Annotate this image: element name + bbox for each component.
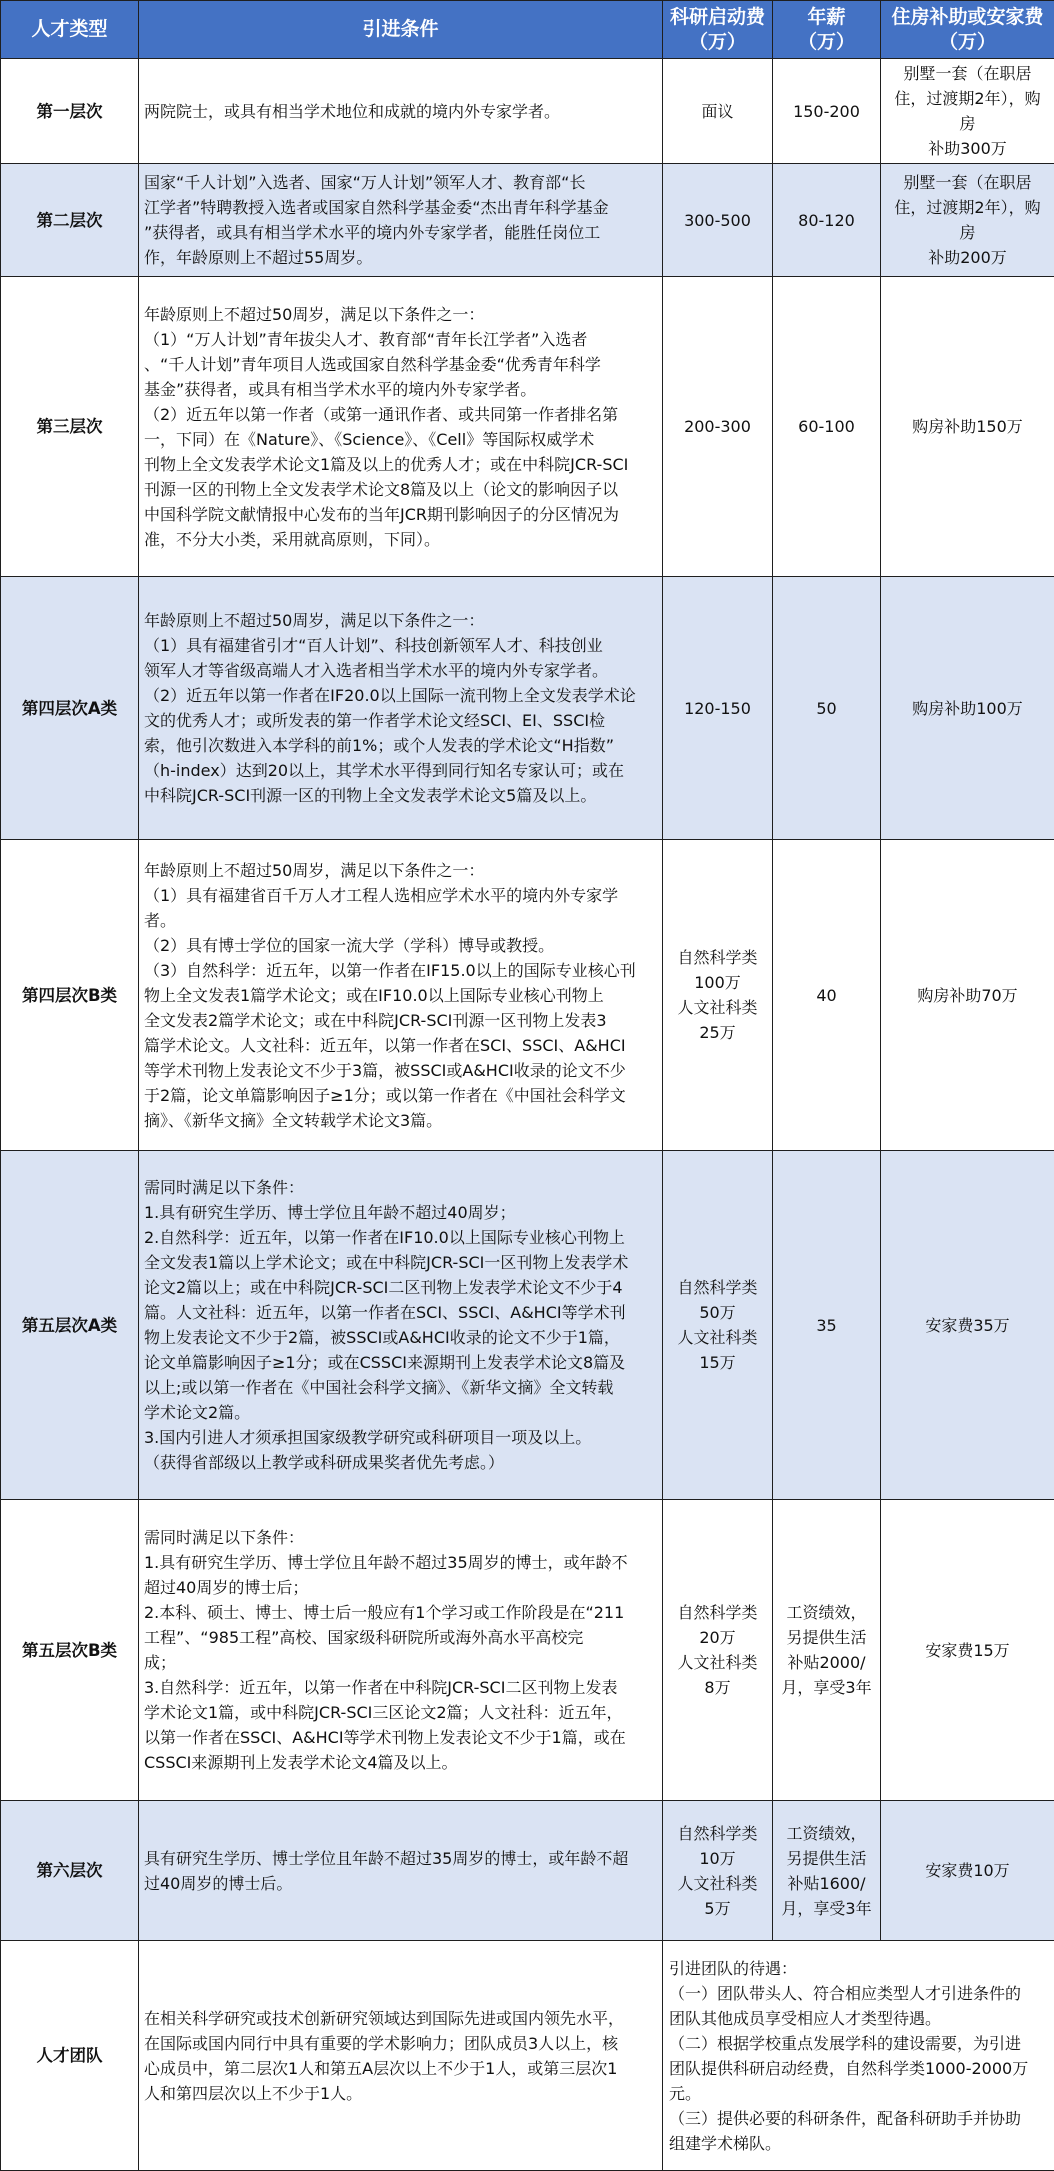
header-condition: 引进条件 [139, 1, 663, 59]
housing-line: 安家费10万 [887, 1858, 1048, 1883]
header-salary-line: 年薪 [777, 5, 876, 30]
condition-line: CSSCI来源期刊上发表学术论文4篇及以上。 [144, 1750, 656, 1775]
condition-line: 3.自然科学：近五年，以第一作者在中科院JCR-SCI二区刊物上发表 [144, 1675, 656, 1700]
table-row [1, 164, 1054, 277]
team-condition-line: 人和第四层次以上不少于1人。 [144, 2081, 656, 2106]
condition-line: ”获得者，或具有相当学术水平的境内外专家学者，能胜任岗位工 [144, 220, 656, 245]
housing-line: 安家费35万 [887, 1313, 1048, 1338]
team-benefit-line: （三）提供必要的科研条件，配备科研助手并协助 [669, 2106, 1048, 2131]
research-fund-line: 200-300 [669, 414, 766, 439]
condition-line: （获得省部级以上教学或科研成果奖者优先考虑。） [144, 1450, 656, 1475]
housing-line: 安家费15万 [887, 1638, 1048, 1663]
salary-line: 60-100 [779, 414, 874, 439]
condition-line: 学术论文1篇，或中科院JCR-SCI三区论文2篇；人文社科：近五年， [144, 1700, 656, 1725]
header-salary-unit: （万） [777, 30, 876, 55]
research-fund-line: 8万 [669, 1675, 766, 1700]
salary-cell [773, 577, 881, 840]
table-row [1, 1500, 1054, 1801]
condition-line: 2.自然科学：近五年，以第一作者在IF10.0以上国际专业核心刊物上 [144, 1225, 656, 1250]
condition-cell [139, 840, 663, 1151]
condition-line: 物上全文发表1篇学术论文；或在IF10.0以上国际专业核心刊物上 [144, 983, 656, 1008]
condition-line: 2.本科、硕士、博士、博士后一般应有1个学习或工作阶段是在“211 [144, 1600, 656, 1625]
salary-cell [773, 59, 881, 164]
team-condition-cell [139, 1941, 663, 2171]
research-fund-line: 100万 [669, 970, 766, 995]
research-fund-line: 50万 [669, 1300, 766, 1325]
condition-line: （1）具有福建省百千万人才工程人选相应学术水平的境内外专家学 [144, 883, 656, 908]
condition-line: 论文2篇以上；或在中科院JCR-SCI二区刊物上发表学术论文不少于4 [144, 1275, 656, 1300]
condition-line: 1.具有研究生学历、博士学位且年龄不超过35周岁的博士，或年龄不 [144, 1550, 656, 1575]
talent-type-cell: 第三层次 [1, 277, 139, 577]
housing-cell [881, 1500, 1054, 1801]
salary-line: 月，享受3年 [779, 1675, 874, 1700]
research-fund-line: 人文社科类 [669, 995, 766, 1020]
housing-cell [881, 277, 1054, 577]
salary-line: 工资绩效， [779, 1600, 874, 1625]
condition-line: 、“千人计划”青年项目人选或国家自然科学基金委“优秀青年科学 [144, 352, 656, 377]
research-fund-cell [663, 577, 773, 840]
talent-type-cell: 第四层次A类 [1, 577, 139, 840]
research-fund-line: 自然科学类 [669, 945, 766, 970]
header-housing-line: 住房补助或安家费 [885, 5, 1050, 30]
table-row [1, 277, 1054, 577]
research-fund-cell [663, 840, 773, 1151]
condition-line: 超过40周岁的博士后； [144, 1575, 656, 1600]
condition-line: 篇。人文社科：近五年，以第一作者在SCI、SSCI、A&HCI等学术刊 [144, 1300, 656, 1325]
team-type-cell: 人才团队 [1, 1941, 139, 2171]
header-housing-unit: （万） [885, 30, 1050, 55]
condition-line: 于2篇，论文单篇影响因子≥1分；或以第一作者在《中国社会科学文 [144, 1083, 656, 1108]
condition-line: 工程”、“985工程”高校、国家级科研院所或海外高水平高校完 [144, 1625, 656, 1650]
research-fund-line: 自然科学类 [669, 1821, 766, 1846]
condition-line: 篇学术论文。人文社科：近五年，以第一作者在SCI、SSCI、A&HCI [144, 1033, 656, 1058]
condition-cell [139, 1151, 663, 1500]
condition-line: 一，下同）在《Nature》、《Science》、《Cell》等国际权威学术 [144, 427, 656, 452]
condition-line: 摘》、《新华文摘》全文转载学术论文3篇。 [144, 1108, 656, 1133]
talent-type-cell: 第五层次B类 [1, 1500, 139, 1801]
salary-line: 80-120 [779, 208, 874, 233]
condition-line: 全文发表1篇以上学术论文；或在中科院JCR-SCI一区刊物上发表学术 [144, 1250, 656, 1275]
research-fund-line: 5万 [669, 1896, 766, 1921]
header-housing [881, 1, 1054, 59]
table-body [1, 59, 1054, 2171]
header-research-fund-line: 科研启动费 [667, 5, 768, 30]
header-type: 人才类型 [1, 1, 139, 59]
condition-line: 需同时满足以下条件： [144, 1525, 656, 1550]
housing-cell [881, 577, 1054, 840]
condition-line: （h-index）达到20以上，其学术水平得到同行知名专家认可；或在 [144, 758, 656, 783]
research-fund-line: 自然科学类 [669, 1275, 766, 1300]
research-fund-cell [663, 277, 773, 577]
research-fund-line: 120-150 [669, 696, 766, 721]
table-row [1, 840, 1054, 1151]
header-research-fund-unit: （万） [667, 30, 768, 55]
research-fund-cell [663, 1151, 773, 1500]
condition-line: （2）具有博士学位的国家一流大学（学科）博导或教授。 [144, 933, 656, 958]
housing-line: 住，过渡期2年），购房 [887, 86, 1048, 136]
team-benefit-line: （二）根据学校重点发展学科的建设需要，为引进 [669, 2031, 1048, 2056]
condition-line: 物上发表论文不少于2篇，被SSCI或A&HCI收录的论文不少于1篇， [144, 1325, 656, 1350]
table-row [1, 59, 1054, 164]
salary-line: 50 [779, 696, 874, 721]
condition-line: 领军人才等省级高端人才入选者相当学术水平的境内外专家学者。 [144, 658, 656, 683]
research-fund-line: 25万 [669, 1020, 766, 1045]
research-fund-line: 10万 [669, 1846, 766, 1871]
condition-cell [139, 577, 663, 840]
housing-line: 购房补助100万 [887, 696, 1048, 721]
team-benefit-line: 组建学术梯队。 [669, 2131, 1048, 2156]
salary-line: 150-200 [779, 99, 874, 124]
salary-cell [773, 277, 881, 577]
condition-line: 需同时满足以下条件： [144, 1175, 656, 1200]
housing-line: 补助300万 [887, 136, 1048, 161]
condition-line: 作，年龄原则上不超过55周岁。 [144, 245, 656, 270]
condition-line: 3.国内引进人才须承担国家级教学研究或科研项目一项及以上。 [144, 1425, 656, 1450]
research-fund-line: 人文社科类 [669, 1871, 766, 1896]
salary-line: 工资绩效， [779, 1821, 874, 1846]
research-fund-line: 15万 [669, 1350, 766, 1375]
condition-line: 中科院JCR-SCI刊源一区的刊物上全文发表学术论文5篇及以上。 [144, 783, 656, 808]
table-row [1, 577, 1054, 840]
condition-line: 学术论文2篇。 [144, 1400, 656, 1425]
housing-cell [881, 164, 1054, 277]
condition-line: （1）“万人计划”青年拔尖人才、教育部“青年长江学者”入选者 [144, 327, 656, 352]
condition-line: 文的优秀人才；或所发表的第一作者学术论文经SCI、EI、SSCI检 [144, 708, 656, 733]
research-fund-line: 300-500 [669, 208, 766, 233]
housing-line: 购房补助70万 [887, 983, 1048, 1008]
team-benefit-line: 团队其他成员享受相应人才类型待遇。 [669, 2006, 1048, 2031]
salary-line: 补贴1600/ [779, 1871, 874, 1896]
condition-line: 年龄原则上不超过50周岁，满足以下条件之一： [144, 608, 656, 633]
research-fund-cell [663, 164, 773, 277]
housing-line: 补助200万 [887, 245, 1048, 270]
condition-cell [139, 1500, 663, 1801]
condition-line: 者。 [144, 908, 656, 933]
research-fund-line: 自然科学类 [669, 1600, 766, 1625]
condition-line: （3）自然科学：近五年，以第一作者在IF15.0以上的国际专业核心刊 [144, 958, 656, 983]
condition-line: 国家“千人计划”入选者、国家“万人计划”领军人才、教育部“长 [144, 170, 656, 195]
condition-line: 刊源一区的刊物上全文发表学术论文8篇及以上（论文的影响因子以 [144, 477, 656, 502]
salary-line: 35 [779, 1313, 874, 1338]
team-row [1, 1941, 1054, 2171]
research-fund-cell [663, 1500, 773, 1801]
condition-line: 基金”获得者，或具有相当学术水平的境内外专家学者。 [144, 377, 656, 402]
condition-cell [139, 277, 663, 577]
salary-cell [773, 1801, 881, 1941]
salary-cell [773, 164, 881, 277]
header-row [1, 1, 1054, 59]
table-row [1, 1801, 1054, 1941]
talent-type-cell: 第四层次B类 [1, 840, 139, 1151]
housing-line: 购房补助150万 [887, 414, 1048, 439]
housing-cell [881, 1801, 1054, 1941]
condition-line: 两院院士，或具有相当学术地位和成就的境内外专家学者。 [144, 99, 656, 124]
salary-cell [773, 1151, 881, 1500]
research-fund-line: 人文社科类 [669, 1650, 766, 1675]
condition-line: 全文发表2篇学术论文；或在中科院JCR-SCI刊源一区刊物上发表3 [144, 1008, 656, 1033]
condition-line: 刊物上全文发表学术论文1篇及以上的优秀人才；或在中科院JCR-SCI [144, 452, 656, 477]
condition-line: 具有研究生学历、博士学位且年龄不超过35周岁的博士，或年龄不超 [144, 1846, 656, 1871]
team-condition-line: 心成员中，第二层次1人和第五A层次以上不少于1人，或第三层次1 [144, 2056, 656, 2081]
research-fund-line: 面议 [669, 99, 766, 124]
housing-cell [881, 840, 1054, 1151]
condition-line: 年龄原则上不超过50周岁，满足以下条件之一： [144, 302, 656, 327]
research-fund-line: 人文社科类 [669, 1325, 766, 1350]
team-benefit-line: （一）团队带头人、符合相应类型人才引进条件的 [669, 1981, 1048, 2006]
talent-type-cell: 第二层次 [1, 164, 139, 277]
condition-cell [139, 164, 663, 277]
housing-cell [881, 1151, 1054, 1500]
team-benefit-cell [663, 1941, 1054, 2171]
salary-line: 月，享受3年 [779, 1896, 874, 1921]
salary-line: 另提供生活 [779, 1846, 874, 1871]
talent-type-cell: 第六层次 [1, 1801, 139, 1941]
condition-line: （2）近五年以第一作者（或第一通讯作者、或共同第一作者排名第 [144, 402, 656, 427]
condition-line: 成； [144, 1650, 656, 1675]
research-fund-line: 20万 [669, 1625, 766, 1650]
condition-line: 准，不分大小类，采用就高原则，下同）。 [144, 527, 656, 552]
condition-line: 等学术刊物上发表论文不少于3篇，被SSCI或A&HCI收录的论文不少 [144, 1058, 656, 1083]
header-salary [773, 1, 881, 59]
talent-type-cell: 第一层次 [1, 59, 139, 164]
table-row [1, 1151, 1054, 1500]
research-fund-cell [663, 59, 773, 164]
header-research-fund [663, 1, 773, 59]
condition-cell [139, 59, 663, 164]
housing-line: 住，过渡期2年），购房 [887, 195, 1048, 245]
salary-line: 40 [779, 983, 874, 1008]
condition-line: 论文单篇影响因子≥1分；或在CSSCI来源期刊上发表学术论文8篇及 [144, 1350, 656, 1375]
salary-line: 另提供生活 [779, 1625, 874, 1650]
salary-cell [773, 1500, 881, 1801]
condition-line: （2）近五年以第一作者在IF20.0以上国际一流刊物上全文发表学术论 [144, 683, 656, 708]
condition-line: （1）具有福建省引才“百人计划”、科技创新领军人才、科技创业 [144, 633, 656, 658]
housing-line: 别墅一套（在职居 [887, 61, 1048, 86]
condition-line: 1.具有研究生学历、博士学位且年龄不超过40周岁； [144, 1200, 656, 1225]
condition-line: 中国科学院文献情报中心发布的当年JCR期刊影响因子的分区情况为 [144, 502, 656, 527]
team-benefit-line: 团队提供科研启动经费，自然科学类1000-2000万 [669, 2056, 1048, 2081]
condition-line: 索，他引次数进入本学科的前1%；或个人发表的学术论文“H指数” [144, 733, 656, 758]
team-condition-line: 在相关科学研究或技术创新研究领域达到国际先进或国内领先水平， [144, 2006, 656, 2031]
condition-line: 以第一作者在SSCI、A&HCI等学术刊物上发表论文不少于1篇，或在 [144, 1725, 656, 1750]
condition-line: 年龄原则上不超过50周岁，满足以下条件之一： [144, 858, 656, 883]
condition-line: 以上;或以第一作者在《中国社会科学文摘》、《新华文摘》全文转载 [144, 1375, 656, 1400]
condition-line: 过40周岁的博士后。 [144, 1871, 656, 1896]
salary-line: 补贴2000/ [779, 1650, 874, 1675]
team-condition-line: 在国际或国内同行中具有重要的学术影响力；团队成员3人以上，核 [144, 2031, 656, 2056]
housing-line: 别墅一套（在职居 [887, 170, 1048, 195]
condition-line: 江学者”特聘教授入选者或国家自然科学基金委“杰出青年科学基金 [144, 195, 656, 220]
condition-cell [139, 1801, 663, 1941]
housing-cell [881, 59, 1054, 164]
team-benefit-line: 引进团队的待遇： [669, 1956, 1048, 1981]
team-benefit-line: 元。 [669, 2081, 1048, 2106]
salary-cell [773, 840, 881, 1151]
research-fund-cell [663, 1801, 773, 1941]
talent-type-cell: 第五层次A类 [1, 1151, 139, 1500]
